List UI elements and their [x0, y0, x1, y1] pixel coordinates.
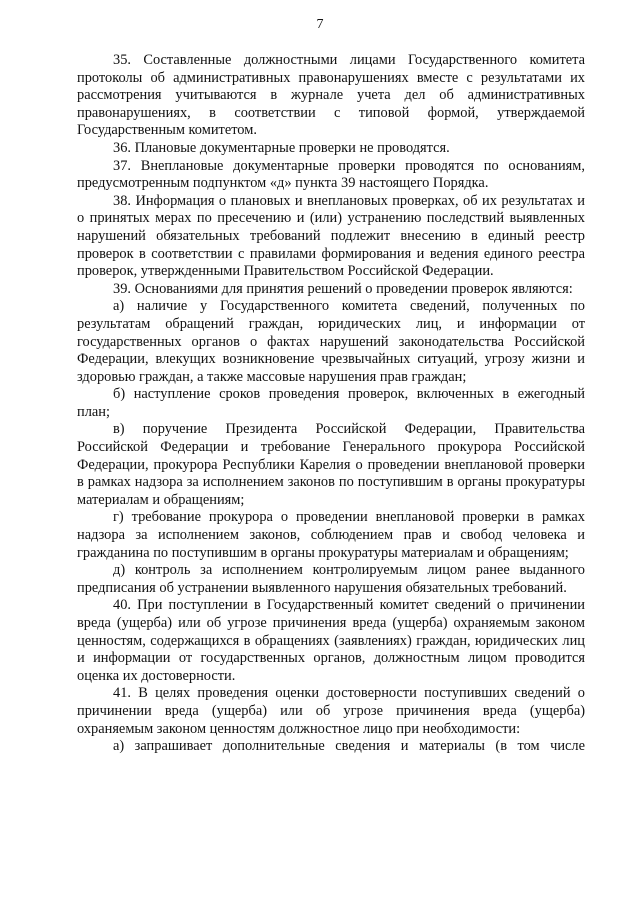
- paragraph-38: 38. Информация о плановых и внеплановых проверках, об их результатах и о принятых мерах по пресечению и (или) устранению последствий выявленных нарушений обязательных требований подлежит внесению в единый реестр проверок в соответствии с правилами формирования и ведения единого реестра проверок, утвержденными Правительством Российской Федерации.: [77, 192, 585, 280]
- document-body: [77, 52, 585, 756]
- paragraph-39-g: г) требование прокурора о проведении внеплановой проверки в рамках надзора за исполнением законов, соблюдением прав и свобод человека и гражданина по поступившим в органы прокуратуры материалам и обращениям;: [77, 509, 585, 561]
- paragraph-37: 37. Внеплановые документарные проверки проводятся по основаниям, предусмотренным подпунктом «д» пункта 39 настоящего Порядка.: [77, 157, 585, 192]
- paragraph-41: 41. В целях проведения оценки достоверности поступивших сведений о причинении вреда (ущерба) или об угрозе причинения вреда (ущерба) охраняемым законом ценностям должностное лицо при необходимости:: [77, 685, 585, 737]
- paragraph-39-a: а) наличие у Государственного комитета сведений, полученных по результатам обращений граждан, юридических лиц, и информации от государственных органов о фактах нарушений законодательства Российской Федерации, влекущих возникновение чрезвычайных ситуаций, угрозу жизни и здоровью граждан, а также массовые нарушения прав граждан;: [77, 298, 585, 385]
- paragraph-39-b: б) наступление сроков проведения проверок, включенных в ежегодный план;: [77, 386, 585, 420]
- paragraph-35: 35. Составленные должностными лицами Государственного комитета протоколы об административных правонарушениях вместе с результатами их рассмотрения учитываются в журнале учета дел об административных правонарушениях, в соответствии с типовой формой, утверждаемой Государственным комитетом.: [77, 52, 585, 139]
- paragraph-41-a: а) запрашивает дополнительные сведения и материалы (в том числе: [113, 738, 585, 755]
- paragraph-36: 36. Плановые документарные проверки не проводятся.: [113, 139, 450, 156]
- paragraph-40: 40. При поступлении в Государственный комитет сведений о причинении вреда (ущерба) или об угрозе причинения вреда (ущерба) охраняемым законом ценностям, содержащихся в обращениях (заявлениях) граждан, юридических лиц и информации от государственных органов, должностным лицом проводится оценка их достоверности.: [77, 597, 585, 684]
- page-number: 7: [316, 17, 324, 32]
- paragraph-39: 39. Основаниями для принятия решений о проведении проверок являются:: [113, 280, 573, 297]
- paragraph-39-d: д) контроль за исполнением контролируемым лицом ранее выданного предписания об устранении выявленного нарушения обязательных требований.: [77, 562, 585, 596]
- paragraph-39-v: в) поручение Президента Российской Федерации, Правительства Российской Федерации и требование Генерального прокурора Российской Федерации, прокурора Республики Карелия о проведении внеплановой проверки в рамках надзора за исполнением законов по поступившим в органы прокуратуры материалам и обращениям;: [77, 421, 585, 508]
